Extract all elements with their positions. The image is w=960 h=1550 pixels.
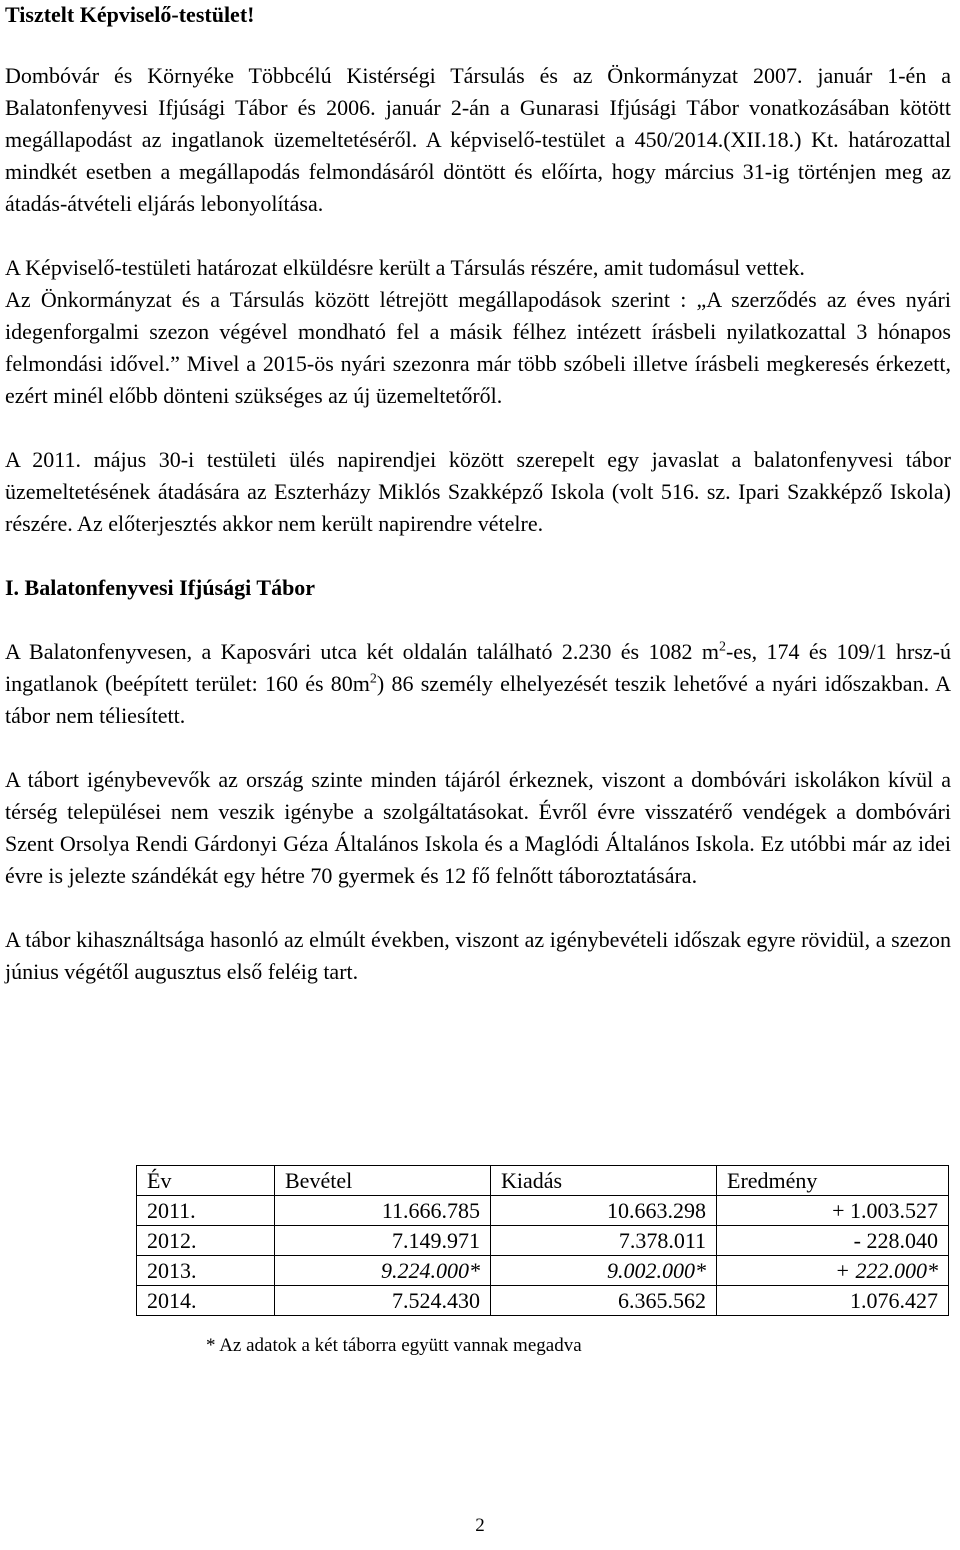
section-heading: I. Balatonfenyvesi Ifjúsági Tábor (5, 575, 316, 600)
superscript-1: 2 (718, 639, 726, 655)
table-cell-expense: 6.365.562 (491, 1286, 717, 1316)
table-footnote: * Az adatok a két táborra együtt vannak megadva (206, 1335, 582, 1356)
table-cell-year: 2014. (137, 1286, 275, 1316)
paragraph-visitors: A tábort igénybevevők az ország szinte minden tájáról érkeznek, viszont a dombóvári iskolákon kívül a térség települései nem veszik igénybe a szolgáltatásokat. Évről évre visszatérő vendégek a dombóvári Szent Orsolya Rendi Gárdonyi Géza Általános Iskola és a Maglódi Általános Iskola. Ez utóbbi már az idei évre is jelezte szándékát egy hétre 70 gyermek és 12 fő felnőtt táboroztatására. (5, 767, 951, 888)
table-header-cell: Bevétel (275, 1166, 491, 1196)
table-cell-income: 9.224.000* (275, 1256, 491, 1286)
table-cell-result: + 222.000* (717, 1256, 949, 1286)
page-number: 2 (475, 1515, 485, 1536)
paragraph-2011-meeting: A 2011. május 30-i testületi ülés napirendjei között szerepelt egy javaslat a balatonfenyvesi tábor üzemeltetésének átadására az Eszterházy Miklós Szakképző Iskola (volt 516. sz. Ipari Szakképző Iskola) részére. Az előterjesztés akkor nem került napirendre vételre. (5, 447, 951, 536)
table-row (137, 1226, 949, 1256)
table-header-cell: Eredmény (717, 1166, 949, 1196)
table-cell-income: 11.666.785 (275, 1196, 491, 1226)
paragraph-property-description (5, 636, 951, 732)
table-cell-year: 2012. (137, 1226, 275, 1256)
table-header-cell: Kiadás (491, 1166, 717, 1196)
paragraph-utilization: A tábor kihasználtsága hasonló az elmúlt években, viszont az igénybevételi időszak egyre rövidül, a szezon június végétől augusztus első feléig tart. (5, 927, 951, 984)
property-text-part2: -es, 174 és 109/1 hrsz-ú ingatlanok (beépített terület: 160 és 80m (5, 639, 951, 696)
paragraph-agreement: Dombóvár és Környéke Többcélú Kistérségi Társulás és az Önkormányzat 2007. január 1-én a Balatonfenyvesi Ifjúsági Tábor és 2006. január 2-án a Gunarasi Ifjúsági Tábor vonatkozásában kötött megállapodást az ingatlanok üzemeltetéséről. A képviselő-testület a 450/2014.(XII.18.) Kt. határozattal mindkét esetben a megállapodás felmondásáról döntött és előírta, hogy március 31-ig történjen meg az átadás-átvételi eljárás lebonyolítása. (5, 63, 951, 216)
salutation-title: Tisztelt Képviselő-testület! (5, 2, 255, 27)
document-body (5, 0, 951, 988)
superscript-2: 2 (369, 671, 377, 687)
table-cell-result: 1.076.427 (717, 1286, 949, 1316)
paragraph-termination-terms: Az Önkormányzat és a Társulás között létrejött megállapodások szerint : „A szerződés az éves nyári idegenforgalmi szezon végével mondható fel a másik félhez intézett írásbeli nyilatkozattal 3 hónapos felmondási idővel.” Mivel a 2015-ös nyári szezonra már több szóbeli illetve írásbeli megkeresés érkezett, ezért minél előbb dönteni szükséges az új üzemeltetőről. (5, 287, 951, 408)
table-header-row (137, 1166, 949, 1196)
table-cell-expense: 9.002.000* (491, 1256, 717, 1286)
table-cell-result: + 1.003.527 (717, 1196, 949, 1226)
table-cell-expense: 7.378.011 (491, 1226, 717, 1256)
table-cell-year: 2013. (137, 1256, 275, 1286)
table-row (137, 1286, 949, 1316)
financial-table (136, 1165, 949, 1316)
table-cell-income: 7.149.971 (275, 1226, 491, 1256)
table-header-cell: Év (137, 1166, 275, 1196)
paragraph-resolution-sent: A Képviselő-testületi határozat elküldésre került a Társulás részére, amit tudomásul vettek. (5, 255, 805, 280)
table-cell-year: 2011. (137, 1196, 275, 1226)
property-text-part3: ) 86 személy elhelyezését teszik lehetővé a nyári időszakban. A tábor nem téliesített. (5, 671, 951, 728)
table-row (137, 1196, 949, 1226)
table-cell-result: - 228.040 (717, 1226, 949, 1256)
table-row (137, 1256, 949, 1286)
table-cell-income: 7.524.430 (275, 1286, 491, 1316)
table-cell-expense: 10.663.298 (491, 1196, 717, 1226)
property-text-part1: A Balatonfenyvesen, a Kaposvári utca két oldalán található 2.230 és 1082 m (5, 639, 719, 664)
